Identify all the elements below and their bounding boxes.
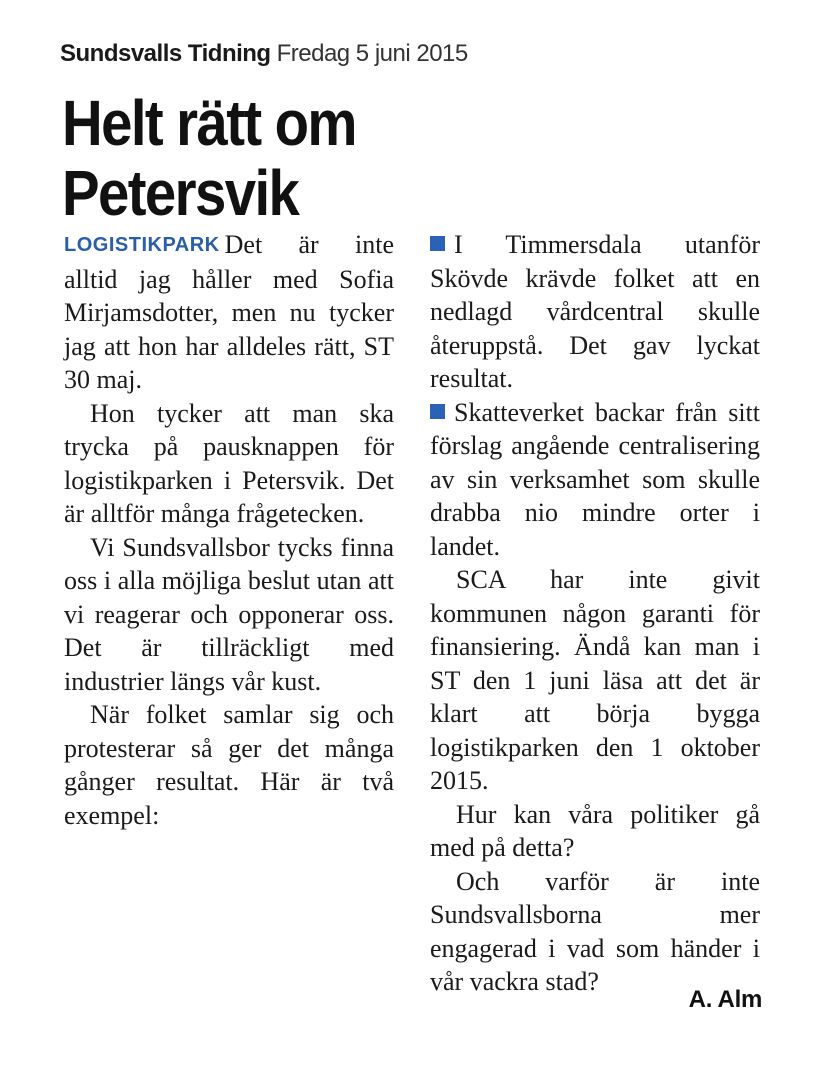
lead-paragraph [64,228,394,397]
bullet-text: Skatteverket backar från sitt förslag angående centralisering av sin verksamhet som skulle drabba nio mindre orter i landet. [430,397,760,561]
article-headline: Helt rätt om Petersvik [62,87,356,229]
body-paragraph: Hon tycker att man ska trycka på pausknappen för logistikparken i Petersvik. Det är alltför många frågetecken. [64,398,394,528]
left-column [64,228,394,832]
body-paragraph: När folket samlar sig och protesterar så ger det många gånger resultat. Här är två exempel: [64,700,394,830]
section-kicker: LOGISTIKPARK [64,234,220,256]
square-bullet-icon [430,404,445,419]
author-signature: A. Alm [688,986,762,1013]
bullet-item [430,228,760,396]
masthead [60,40,468,68]
body-paragraph: Och varför är inte Sundsvallsborna mer engagerad i vad som händer i vår vackra stad? [430,866,760,996]
bullet-text: I Timmersdala utanför Skövde krävde folket att en nedlagd vårdcentral skulle återuppstå. Det gav lyckat resultat. [430,230,760,393]
square-bullet-icon [430,236,445,251]
body-paragraph: Hur kan våra politiker gå med på detta? [430,799,760,862]
publication-date: Fredag 5 juni 2015 [276,40,468,67]
body-paragraph: SCA har inte givit kommunen någon garanti för finansiering. Ändå kan man i ST den 1 juni läsa att det är klart att börja bygga logistikparken den 1 oktober 2015. [430,565,760,795]
newspaper-name: Sundsvalls Tidning [60,40,271,67]
bullet-item [430,396,760,564]
body-paragraph: Vi Sundsvallsbor tycks finna oss i alla möjliga beslut utan att vi reagerar och opponerar oss. Det är tillräckligt med industrier längs vår kust. [64,532,394,696]
lead-text: Det är inte alltid jag håller med Sofia Mirjamsdotter, men nu tycker jag att hon har alldeles rätt, ST 30 maj. [64,230,394,394]
right-column [430,228,760,999]
